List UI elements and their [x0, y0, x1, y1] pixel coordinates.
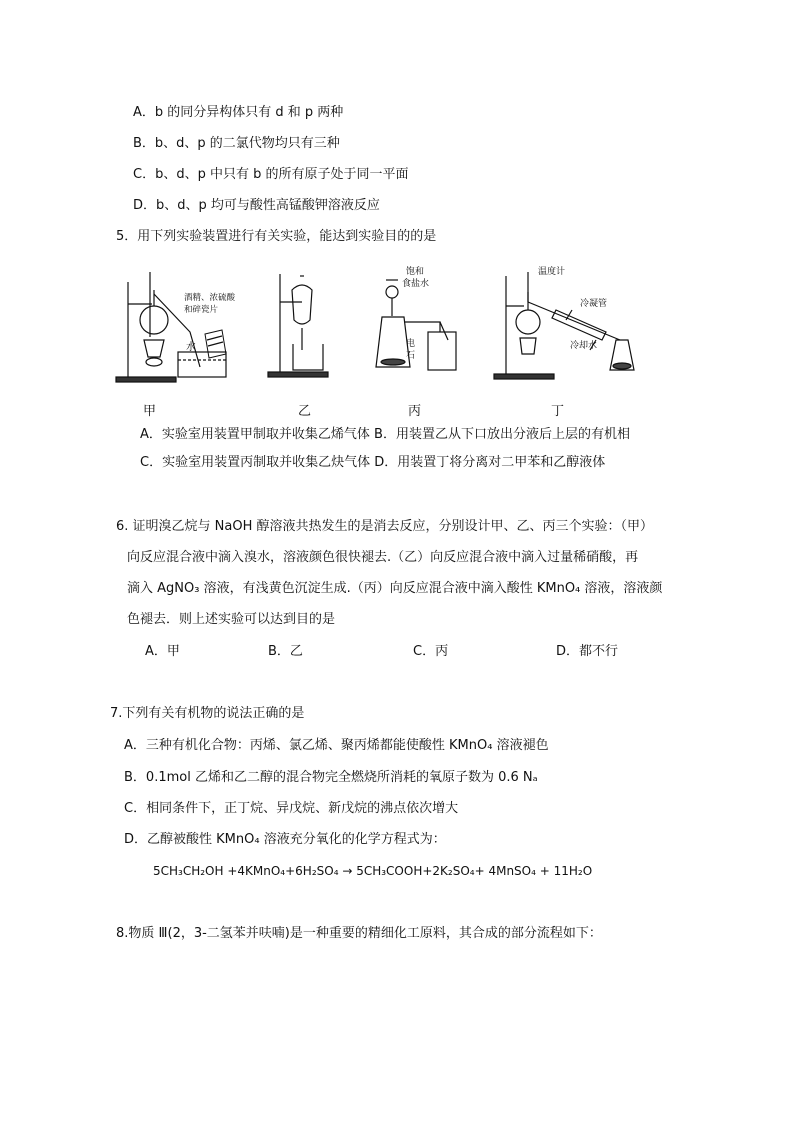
- q6-option-d: D．都不行: [556, 644, 619, 659]
- ding-note-1: 温度计: [538, 267, 566, 277]
- q5-options-cd: C．实验室用装置丙制取并收集乙炔气体 D．用装置丁将分离对二甲苯和乙醇液体: [140, 455, 606, 470]
- q6-option-a: A．甲: [145, 644, 180, 659]
- q8-stem: 8.物质 Ⅲ(2，3-二氢苯并呋喃)是一种重要的精细化工原料，其合成的部分流程如下：: [116, 926, 602, 941]
- q6-option-c: C．丙: [413, 644, 449, 659]
- q7-stem: 7.下列有关有机物的说法正确的是: [110, 706, 305, 721]
- q6-line-1: 6. 证明溴乙烷与 NaOH 醇溶液共热发生的是消去反应，分别设计甲、乙、丙三个实验：（甲）: [116, 519, 653, 534]
- bing-note-4: 石: [406, 351, 416, 361]
- figure-label-yi: 乙: [298, 404, 312, 419]
- bing-note-3: 电: [406, 339, 416, 349]
- bing-note-2: 食盐水: [402, 279, 430, 289]
- q4-option-c: C．b、d、p 中只有 b 的所有原子处于同一平面: [133, 167, 409, 182]
- ding-note-3: 冷却水: [570, 341, 598, 351]
- q7-option-b: B．0.1mol 乙烯和乙二醇的混合物完全燃烧所消耗的氧原子数为 0.6 Nₐ: [124, 770, 538, 785]
- q4-option-b: B．b、d、p 的二氯代物均只有三种: [133, 136, 340, 151]
- jia-water: 水: [186, 342, 196, 353]
- q7-option-a: A．三种有机化合物：丙烯、氯乙烯、聚丙烯都能使酸性 KMnO₄ 溶液褪色: [124, 738, 549, 753]
- q7-option-c: C．相同条件下，正丁烷、异戊烷、新戊烷的沸点依次增大: [124, 801, 459, 816]
- q7-option-d: D．乙醇被酸性 KMnO₄ 溶液充分氧化的化学方程式为：: [124, 832, 446, 847]
- jia-note-1: 酒精、浓硫酸: [184, 293, 236, 303]
- apparatus-yi: [268, 274, 328, 377]
- apparatus-jia: [116, 272, 226, 382]
- q6-option-b: B．乙: [268, 644, 303, 659]
- jia-note-2: 和碎瓷片: [184, 305, 219, 315]
- q4-option-a: A．b 的同分异构体只有 d 和 p 两种: [133, 105, 344, 120]
- q5-stem: 5．用下列实验装置进行有关实验，能达到实验目的的是: [116, 229, 437, 244]
- figure-label-bing: 丙: [408, 404, 422, 419]
- q6-line-2: 向反应混合液中滴入溴水，溶液颜色很快褪去.（乙）向反应混合液中滴入过量稀硝酸，再: [127, 550, 639, 565]
- figure-label-jia: 甲: [143, 404, 157, 419]
- q7-equation: 5CH₃CH₂OH +4KMnO₄+6H₂SO₄ → 5CH₃COOH+2K₂SO₄+ 4MnSO₄ + 11H₂O: [153, 864, 593, 878]
- bing-note-1: 饱和: [406, 267, 425, 277]
- q4-option-d: D．b、d、p 均可与酸性高锰酸钾溶液反应: [133, 198, 380, 213]
- q6-line-4: 色褪去．则上述实验可以达到目的是: [127, 612, 336, 627]
- ding-note-2: 冷凝管: [580, 299, 608, 309]
- q5-options-ab: A．实验室用装置甲制取并收集乙烯气体 B．用装置乙从下口放出分液后上层的有机相: [140, 427, 630, 442]
- apparatus-bing: [376, 280, 456, 370]
- q6-line-3: 滴入 AgNO₃ 溶液，有浅黄色沉淀生成.（丙）向反应混合液中滴入酸性 KMnO₄ 溶液，溶液颜: [127, 581, 663, 596]
- apparatus-ding: [494, 272, 634, 379]
- figure-label-ding: 丁: [551, 404, 565, 419]
- apparatus-figure: [110, 262, 650, 387]
